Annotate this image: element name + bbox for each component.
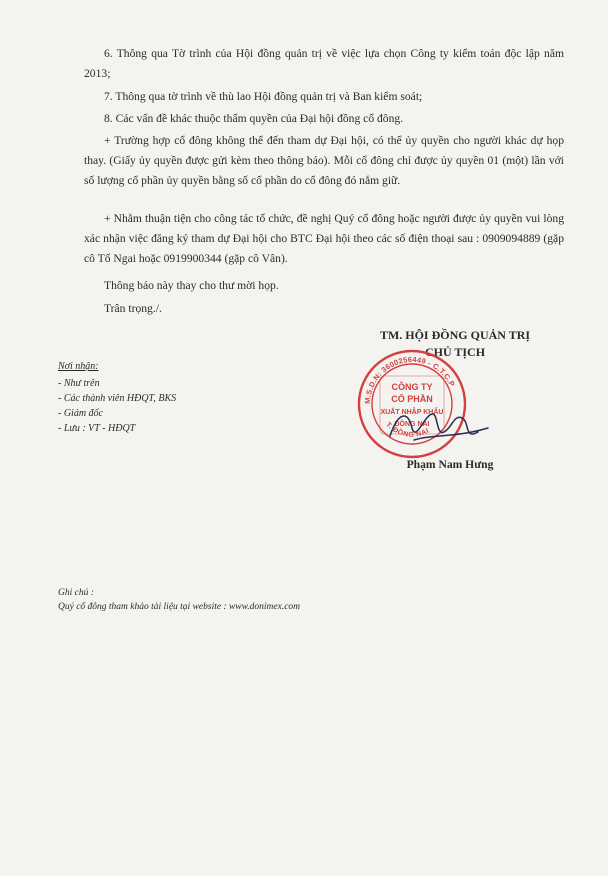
item-8: 8. Các vấn đề khác thuộc thẩm quyền của Đại hội đồng cổ đông. xyxy=(104,112,404,125)
seal-ring-bottom: T. ĐỒNG NAI xyxy=(384,421,431,439)
contact-paragraph: + Nhằm thuận tiện cho công tác tổ chức, đề nghị Quý cổ đông hoặc người được ủy quyền vui lòng xác nhận việc đăng ký tham dự Đại hội cho BTC Đại hội theo các số điện thoại sau : 0909094889 (gặp cô Tố Ngai hoặc 0919900344 (gặp cô Vân). xyxy=(84,212,564,265)
recipients-heading: Nơi nhận: xyxy=(58,361,99,372)
signature-org-line: TM. HỘI ĐỒNG QUẢN TRỊ xyxy=(379,328,531,342)
footnote-heading: Ghi chú : xyxy=(58,588,94,598)
handwritten-signature xyxy=(384,402,494,452)
seal-line-3: XUẤT NHẬP KHẨU xyxy=(380,409,444,416)
invitation-note: Thông báo này thay cho thư mời họp. xyxy=(104,279,279,292)
closing-regards: Trân trọng./. xyxy=(104,302,162,315)
recipient-item: - Lưu : VT - HĐQT xyxy=(58,423,136,434)
recipient-item: - Các thành viên HĐQT, BKS xyxy=(58,393,177,404)
footnote-text: Quý cổ đông tham khảo tài liệu tại website : www.donimex.com xyxy=(58,602,301,612)
item-6-text: 6. Thông qua Tờ trình của Hội đồng quản trị về việc lựa chọn Công ty kiểm toán độc lập năm 2013; xyxy=(84,47,564,80)
seal-ring-text: M.S.D.N: 3600256449 - C.T.C.P xyxy=(362,354,457,405)
seal-line-4: ĐỒNG NAI xyxy=(394,421,430,428)
seal-line-1: CÔNG TY xyxy=(391,382,433,392)
seal-line-2: CỔ PHẦN xyxy=(391,394,433,404)
item-7: 7. Thông qua tờ trình về thù lao Hội đồng quản trị và Ban kiểm soát; xyxy=(104,90,423,103)
item-6 xyxy=(84,44,564,84)
signature-role: CHỦ TỊCH xyxy=(424,345,486,359)
recipient-item: - Như trên xyxy=(58,378,100,389)
signer-name: Phạm Nam Hưng xyxy=(406,458,494,471)
proxy-paragraph: + Trường hợp cổ đông không thể đến tham dự Đại hội, có thể ủy quyền cho người khác dự họp thay. (Giấy ủy quyền được gửi kèm theo thông báo). Mỗi cổ đông chỉ được ủy quyền 01 (một) lần với số lượng cổ phần ủy quyền bằng số cổ phần do cổ đông đó nắm giữ. xyxy=(84,134,564,187)
recipient-item: - Giám đốc xyxy=(58,408,103,419)
